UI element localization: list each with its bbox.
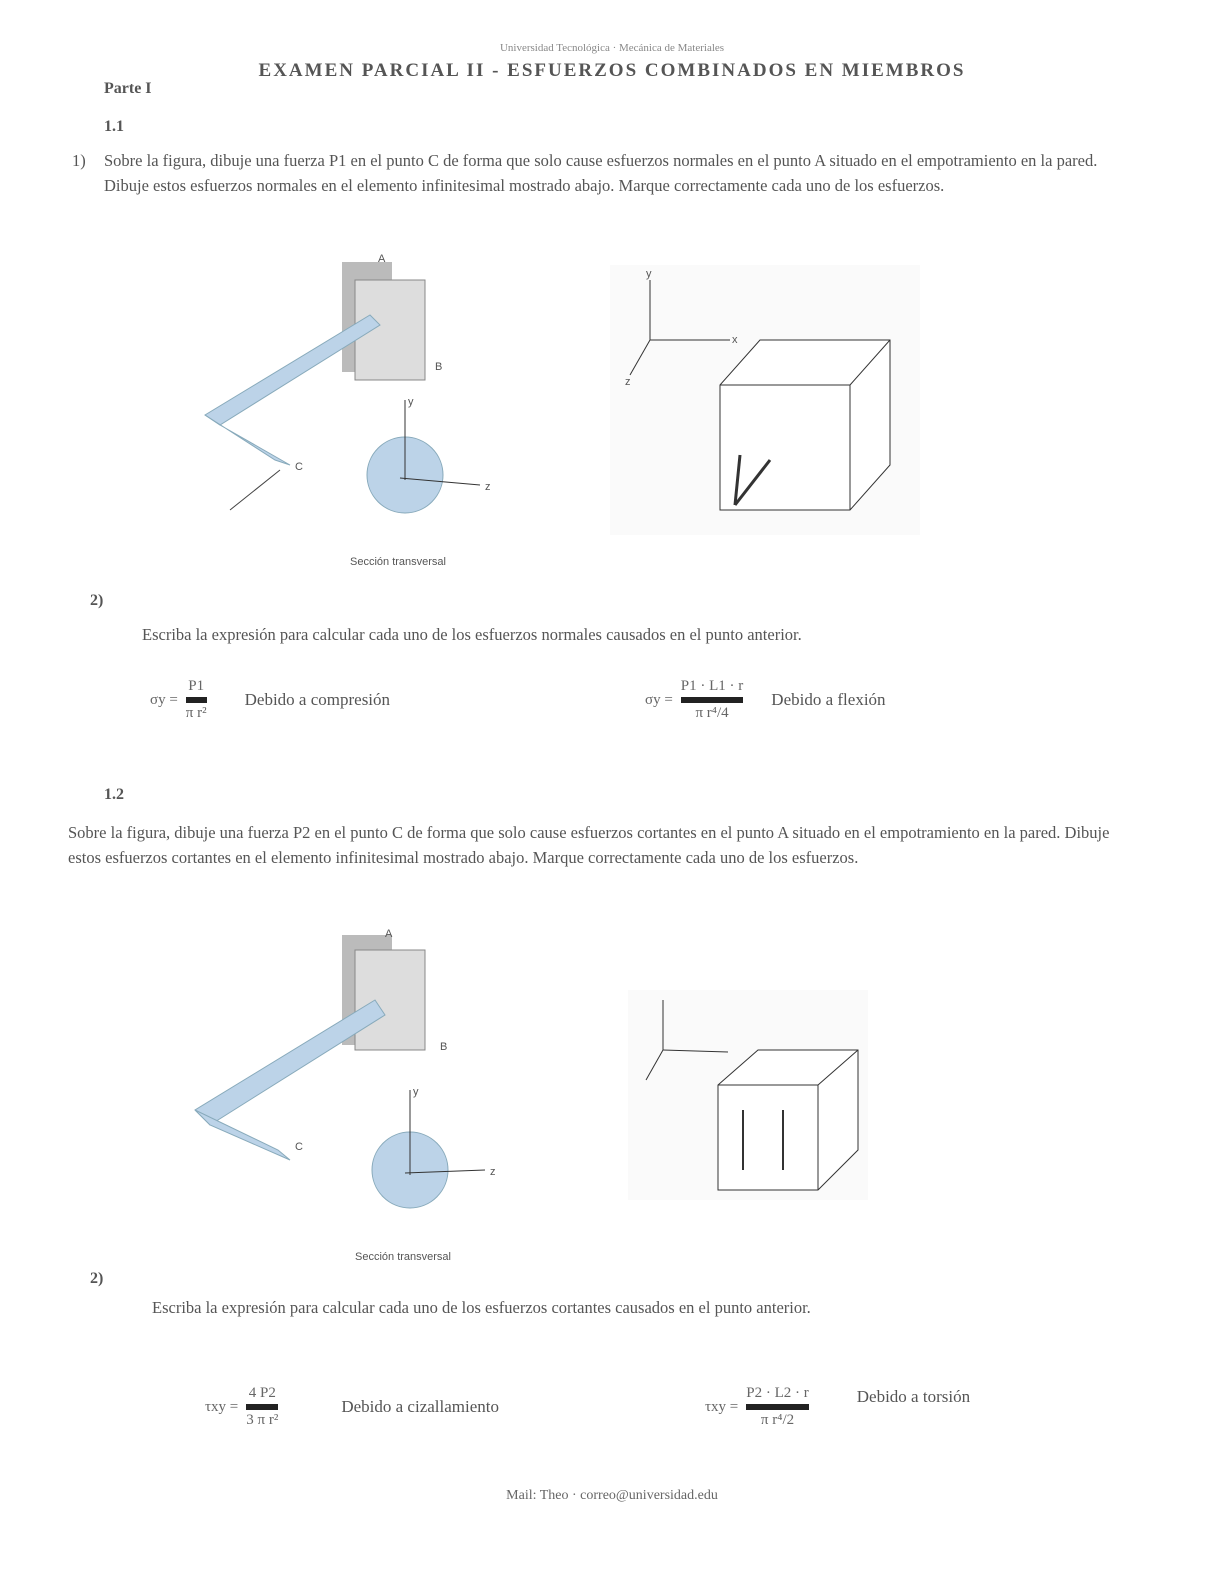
svg-text:A: A	[385, 928, 393, 940]
svg-text:y: y	[646, 268, 652, 280]
q1-eq1: σy = P1 π r² Debido a compresión	[150, 678, 391, 721]
q1-number: 1.1	[104, 118, 124, 135]
cube	[720, 340, 890, 510]
footer: Mail: Theo · correo@universidad.edu	[506, 1488, 718, 1503]
q2-eq2: τxy = P2 · L2 · r π r⁴/2 Debido a torsión	[705, 1385, 971, 1428]
part-label: Parte I	[104, 80, 152, 97]
q2-eq1: τxy = 4 P2 3 π r² Debido a cizallamiento	[205, 1385, 499, 1428]
svg-text:z: z	[485, 481, 491, 493]
svg-text:C: C	[295, 461, 303, 473]
exam-title: EXAMEN PARCIAL II - ESFUERZOS COMBINADOS EN MIEMBROS	[258, 60, 966, 81]
q2-text: Sobre la figura, dibuje una fuerza P2 en el punto C de forma que solo cause esfuerzos cortantes en el punto A situado en el empotramiento en la pared. Dibuje estos esfuerzos cortantes en el elemento infinitesimal mostrado abajo. Marque correctamente cada uno de los esfuerzos.	[68, 823, 1110, 867]
header-small: Universidad Tecnológica · Mecánica de Materiales	[499, 42, 725, 54]
q1-stress-element	[610, 265, 920, 535]
svg-text:B: B	[435, 361, 443, 373]
svg-text:C: C	[295, 1141, 303, 1153]
svg-text:z: z	[625, 376, 631, 388]
q2-number: 1.2	[104, 786, 124, 803]
dimension-line	[230, 470, 280, 510]
q2-instruction: Escriba la expresión para calcular cada uno de los esfuerzos cortantes causados en el punto anterior.	[152, 1298, 811, 1317]
q1-instruction: Escriba la expresión para calcular cada uno de los esfuerzos normales causados en el punto anterior.	[142, 625, 802, 644]
q1-beam-figure	[150, 250, 491, 580]
svg-text:z: z	[490, 1166, 496, 1178]
svg-text:y: y	[408, 396, 414, 408]
q1-fig-caption: Sección transversal	[350, 556, 446, 568]
q1-prefix: 1)	[72, 151, 86, 170]
q1-text: Sobre la figura, dibuje una fuerza P1 en el punto C de forma que solo cause esfuerzos normales en el punto A situado en el empotramiento en la pared. Dibuje estos esfuerzos normales en el elemento infinitesimal mostrado abajo. Marque correctamente cada uno de los esfuerzos.	[104, 151, 1098, 195]
q2-stress-element	[628, 990, 868, 1200]
q1-eq2: σy = P1 · L1 · r π r⁴/4 Debido a flexión	[645, 678, 886, 721]
q2-fig-caption: Sección transversal	[355, 1251, 451, 1263]
svg-text:y: y	[413, 1086, 419, 1098]
q2-sub: 2)	[90, 1270, 104, 1287]
svg-text:x: x	[732, 334, 738, 346]
svg-text:B: B	[440, 1041, 448, 1053]
svg-text:A: A	[378, 253, 386, 265]
q1-sub: 2)	[90, 592, 104, 609]
q2-beam-figure	[150, 925, 500, 1270]
